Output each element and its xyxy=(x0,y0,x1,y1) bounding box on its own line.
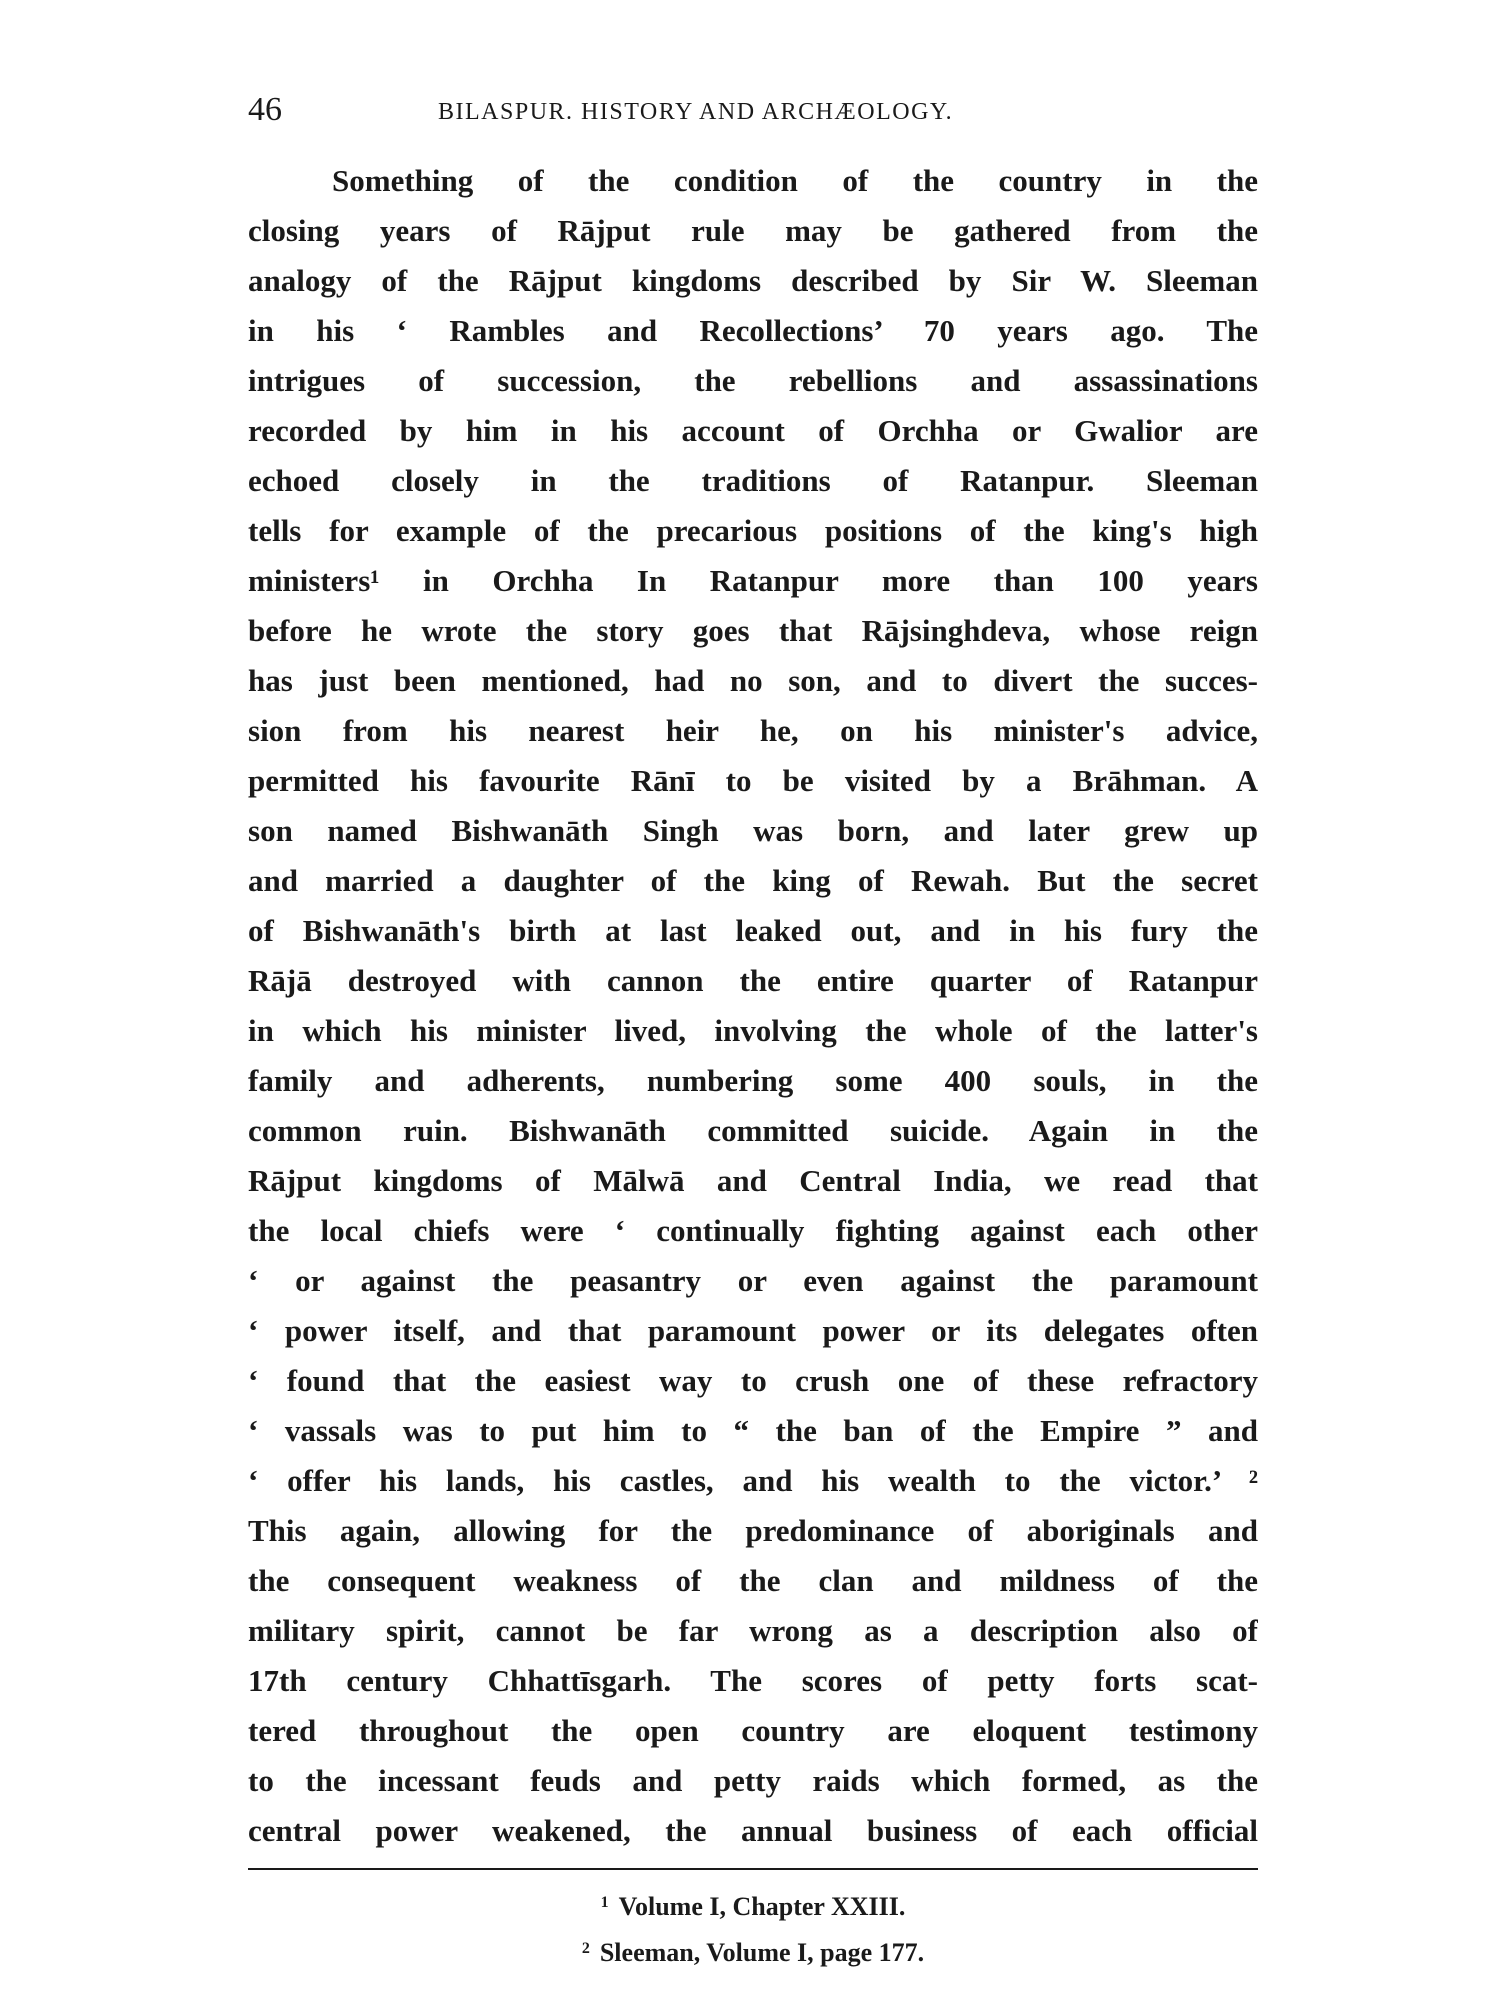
footnote-text: Volume I, Chapter XXIII. xyxy=(618,1892,906,1921)
text-line: the local chiefs were ‘ continually fighting against each other xyxy=(248,1213,1258,1248)
text-line: ‘ vassals was to put him to “ the ban of the Empire ” and xyxy=(248,1413,1258,1448)
text-line: to the incessant feuds and petty raids which formed, as the xyxy=(248,1763,1258,1798)
text-line: of Bishwanāth's birth at last leaked out, and in his fury the xyxy=(248,913,1258,948)
footnote xyxy=(248,1928,1258,1974)
text-line: ‘ power itself, and that paramount power or its delegates often xyxy=(248,1313,1258,1348)
text-line: analogy of the Rājput kingdoms described by Sir W. Sleeman xyxy=(248,263,1258,298)
text-line: intrigues of succession, the rebellions and assassinations xyxy=(248,363,1258,398)
text-line: and married a daughter of the king of Rewah. But the secret xyxy=(248,863,1258,898)
text-line: closing years of Rājput rule may be gathered from the xyxy=(248,213,1258,248)
text-line: recorded by him in his account of Orchha or Gwalior are xyxy=(248,413,1258,448)
text-line: common ruin. Bishwanāth committed suicide. Again in the xyxy=(248,1113,1258,1148)
text-line: son named Bishwanāth Singh was born, and later grew up xyxy=(248,813,1258,848)
body-text xyxy=(248,156,1258,1856)
text-line: Rājput kingdoms of Mālwā and Central India, we read that xyxy=(248,1163,1258,1198)
footnote-text: Sleeman, Volume I, page 177. xyxy=(599,1938,925,1967)
text-line: ‘ found that the easiest way to crush one of these refractory xyxy=(248,1363,1258,1398)
footnote-mark: 1 xyxy=(600,1894,609,1911)
text-line: ‘ or against the peasantry or even against the paramount xyxy=(248,1263,1258,1298)
text-line: ministers¹ in Orchha In Ratanpur more than 100 years xyxy=(248,563,1258,598)
text-line: ‘ offer his lands, his castles, and his wealth to the victor.’ ² xyxy=(248,1463,1258,1498)
footnotes xyxy=(248,1882,1258,1974)
text-line: This again, allowing for the predominance of aboriginals and xyxy=(248,1513,1258,1548)
footnote-mark: 2 xyxy=(581,1940,590,1957)
text-line: in which his minister lived, involving the whole of the latter's xyxy=(248,1013,1258,1048)
running-title: BILASPUR. HISTORY AND ARCHÆOLOGY. xyxy=(438,99,954,125)
text-line: before he wrote the story goes that Rājsinghdeva, whose reign xyxy=(248,613,1258,648)
footnote-divider xyxy=(248,1868,1258,1870)
footnote xyxy=(248,1882,1258,1928)
text-line: has just been mentioned, had no son, and to divert the succes- xyxy=(248,663,1258,698)
text-line: the consequent weakness of the clan and mildness of the xyxy=(248,1563,1258,1598)
text-line: tells for example of the precarious positions of the king's high xyxy=(248,513,1258,548)
text-line: military spirit, cannot be far wrong as a description also of xyxy=(248,1613,1258,1648)
text-line: Rājā destroyed with cannon the entire quarter of Ratanpur xyxy=(248,963,1258,998)
page-number: 46 xyxy=(248,91,282,128)
text-line: sion from his nearest heir he, on his minister's advice, xyxy=(248,713,1258,748)
text-line: 17th century Chhattīsgarh. The scores of petty forts scat- xyxy=(248,1663,1258,1698)
text-line: tered throughout the open country are eloquent testimony xyxy=(248,1713,1258,1748)
page-header xyxy=(248,90,1258,130)
text-line: Something of the condition of the country in the xyxy=(332,163,1258,198)
text-line: echoed closely in the traditions of Ratanpur. Sleeman xyxy=(248,463,1258,498)
text-line: family and adherents, numbering some 400 souls, in the xyxy=(248,1063,1258,1098)
text-line: permitted his favourite Rānī to be visited by a Brāhman. A xyxy=(248,763,1258,798)
text-line: central power weakened, the annual business of each official xyxy=(248,1813,1258,1848)
text-line: in his ‘ Rambles and Recollections’ 70 years ago. The xyxy=(248,313,1258,348)
